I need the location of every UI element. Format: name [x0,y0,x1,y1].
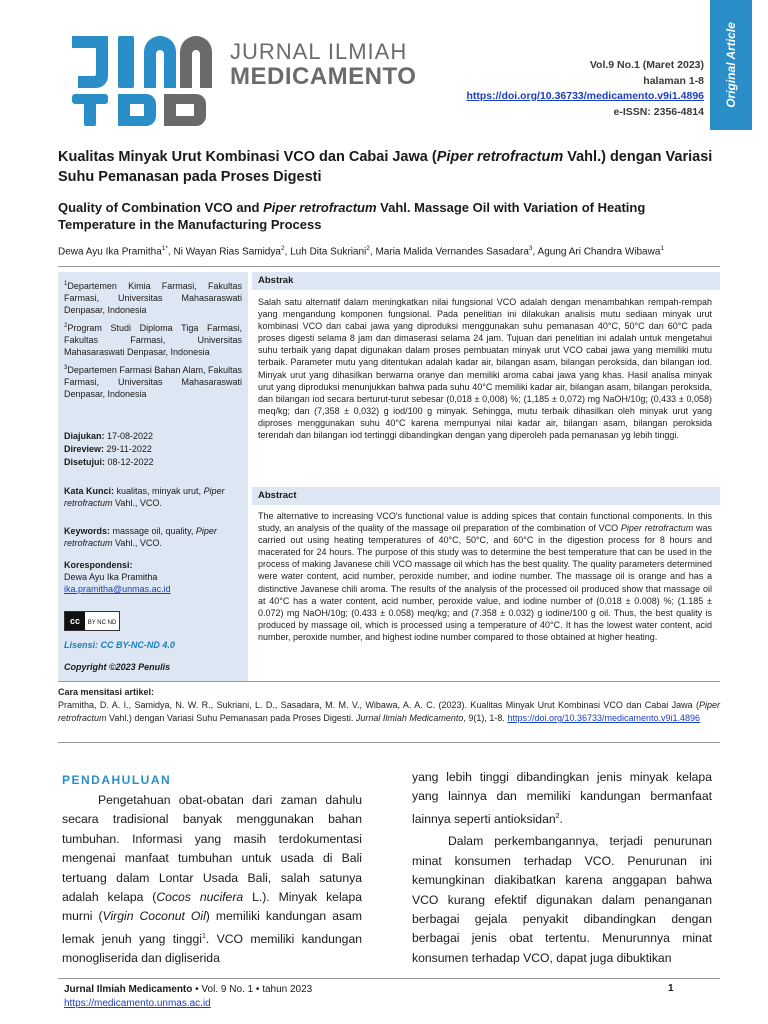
body-paragraph [62,791,362,969]
reviewed-label: Direview: [64,444,105,454]
kw-id-label: Kata Kunci: [64,486,115,496]
affiliation [64,320,242,358]
footer-issue: • Vol. 9 No. 1 • tahun 2023 [192,984,313,995]
author-name: Dewa Ayu Ika Pramitha [58,246,162,258]
license-text: Lisensi: CC BY-NC-ND 4.0 [64,640,175,650]
title-id-part-a: Kualitas Minyak Urut Kombinasi VCO dan Cabai Jawa ( [58,149,437,165]
footer-journal: Jurnal Ilmiah Medicamento [64,984,193,995]
page-range: halaman 1-8 [643,74,704,87]
submitted-value: 17-08-2022 [104,431,154,441]
reference-mark: 2 [555,812,560,820]
citation-species: Piper retrofractum [58,700,720,723]
citation-label: Cara mensitasi artikel: [58,687,155,697]
kw-id-part-b: Vahl., VCO. [112,498,162,508]
copyright-text: Copyright ©2023 Penulis [64,662,171,672]
article-type-tab [710,0,752,130]
author-name: Ni Wayan Rias Samidya [173,246,281,258]
p1-part-a: Pengetahuan obat-obatan dari zaman dahulu secara tradisional banyak menggunakan bahan tumbuhan. Informasi yang masih terdokumentasi mengenai manfaat tumbuhan untuk usada di Bali tertuang dalam Lontar Usada Bali, salah satunya adalah kelapa ( [62,793,362,905]
affiliation-mark: 1 [64,281,68,287]
affiliation [64,362,242,400]
title-id-species: Piper retrofractum [436,149,564,165]
kw-en-species: Piper retrofractum [64,526,217,548]
title-en-part-b: Vahl. Massage Oil with Variation of Heating Temperature in the Manufacturing Process [58,200,646,232]
reference-mark: 1 [201,932,206,940]
accepted-date [64,456,242,469]
submitted-date [64,430,242,443]
body-paragraph-continued [412,768,712,829]
doi-link[interactable]: https://doi.org/10.36733/medicamento.v9i1.4896 [466,90,704,102]
affiliation-text: Program Studi Diploma Tiga Farmasi, Fakultas Farmasi, Universitas Mahasaraswati Denpasar, Indonesia [64,323,242,357]
author-affiliation-mark: 2 [280,245,285,252]
kw-en-label: Keywords: [64,526,111,536]
p1-continued: yang lebih tinggi dibandingkan jenis minyak kelapa yang lainnya dan memiliki kandungan bermanfaat lainnya seperti antioksidan [412,770,712,826]
title-en-part-a: Quality of Combination VCO and [58,200,264,215]
section-heading: PENDAHULUAN [62,773,172,787]
divider [58,681,720,682]
cc-badge-main: cc [65,612,85,630]
eissn: e-ISSN: 2356-4814 [613,105,704,118]
footer-divider [58,978,720,979]
author-name: Luh Dita Sukriani [290,246,367,258]
footer-url-link[interactable]: https://medicamento.unmas.ac.id [64,998,211,1009]
divider [58,742,720,743]
cc-badge-sub: BY NC ND [87,620,117,626]
keywords-indonesian [64,485,242,509]
p1-part-c: ) memiliki kandungan asam lemak jenuh yang tinggi [62,909,363,946]
p1-part-b: L.). Minyak kelapa murni ( [62,890,363,924]
author-affiliation-mark: 2 [366,245,370,252]
body-column-left [62,791,362,969]
title-english [58,199,718,233]
kw-en-part-b: Vahl., VCO. [112,538,162,548]
journal-name-line2: MEDICAMENTO [230,63,417,90]
author-affiliation-mark: 1 [660,245,665,252]
affiliation-text: Departemen Kimia Farmasi, Fakultas Farmasi, Universitas Mahasaraswati Denpasar, Indonesia [64,281,242,315]
divider [58,266,720,267]
citation-text [58,699,720,725]
author-list: Dewa Ayu Ika Pramitha$^{1*}$, Ni Wayan Rias Samidya$^2$, Luh Dita Sukriani$^2$, Maria Malida Vernandes Sasadara$^3$, Agung Ari Chandra Wibawa$^1$ [58,245,665,258]
citation-part-a: Pramitha, D. A. I., Samidya, N. W. R., Sukriani, L. D., Sasadara, M. M. V., Wibawa, A. A. C. (2023). Kualitas Minyak Urut Kombinasi VCO dan Cabai Jawa ( [58,700,699,710]
article-dates [64,430,242,469]
journal-name-line1: JURNAL ILMIAH [230,39,408,64]
citation-part-b: Vahl.) dengan Variasi Suhu Pemanasan pada Proses Digesti. [106,713,356,723]
author-name: Agung Ari Chandra Wibawa [537,246,661,258]
affiliation-text: Departemen Farmasi Bahan Alam, Fakultas Farmasi, Universitas Mahasaraswati Denpasar, Indonesia [64,365,242,399]
cc-license-icon[interactable] [64,611,120,631]
affiliation [64,278,242,316]
volume-info: Vol.9 No.1 (Maret 2023) [589,59,704,71]
corr-email-link[interactable]: ika.pramitha@unmas.ac.id [64,584,171,594]
author-affiliation-mark: 3 [528,245,533,252]
p1-vco-term: Virgin Coconut Oil [102,909,206,924]
citation-journal: Jurnal Ilmiah Medicamento [355,713,464,723]
body-paragraph: Dalam perkembangannya, terjadi penurunan minat konsumen terhadap VCO. Penurunan ini kemungkinan diakibatkan karena anggapan bahwa VCO kurang efektif digunakan dalam penanganan berbagai gejala penyakit dibandingkan dengan berbagai jenis obat tertentu. Menurunnya minat konsumen terhadap VCO, dapat juga dibuktikan [412,834,712,965]
author-name: Maria Malida Vernandes Sasadara [375,246,529,258]
kw-id-species: Piper retrofractum [64,486,225,508]
accepted-value: 08-12-2022 [105,457,154,467]
citation-part-c: , 9(1), 1-8. [463,713,505,723]
page-footer [64,983,312,1011]
journal-name [230,40,416,90]
accepted-label: Disetujui: [64,457,106,467]
citation-doi-link[interactable]: https://doi.org/10.36733/medicamento.v9i1.4896 [507,713,701,723]
title-en-species: Piper retrofractum [263,200,377,215]
corr-label: Korespondensi: [64,560,133,570]
reviewed-value: 29-11-2022 [104,444,152,454]
p1-part-d: . VCO memiliki kandungan monogliserida dan digliserida [62,931,362,966]
correspondence [64,559,242,595]
title-id-part-b: Vahl.) dengan Variasi Suhu Pemanasan pada Proses Digesti [58,149,713,185]
kw-en-part-a: massage oil, quality, [110,526,196,536]
keywords-english [64,525,242,549]
abstract-part-a: The alternative to increasing VCO's functional value is adding spices that contain functional components. In this study, an analysis of the quality of the massage oil preparation of the combination of VCO [258,511,712,534]
title-indonesian [58,147,718,187]
article-meta [466,58,704,120]
p1-continued-end: . [559,811,563,826]
p1-species: Cocos nucifera [156,890,244,905]
affiliation-mark: 3 [64,365,68,371]
corr-name: Dewa Ayu Ika Pramitha [64,572,158,582]
journal-logo [68,30,226,130]
affiliation-mark: 2 [64,323,68,329]
reviewed-date [64,443,242,456]
abstrak-heading: Abstrak [252,272,720,290]
kw-id-part-a: kualitas, minyak urut, [114,486,204,496]
abstract-species: Piper retrofractum [620,523,694,534]
submitted-label: Diajukan: [64,431,105,441]
abstract-heading: Abstract [252,487,720,505]
citation-block [58,686,720,725]
abstract-text [258,510,712,643]
author-affiliation-mark: 1* [161,245,168,252]
article-info-panel [58,272,248,682]
article-type-label: Original Article [724,22,739,108]
abstrak-text: Salah satu alternatif dalam meningkatkan nilai fungsional VCO adalah dengan menambahkan rempah-rempah yang mengandung komponen fungsional. Pada penelitian ini dilakukan analisis mutu sediaan minyak urut kombinasi VCO dan cabai jawa yang diproduksi menggunakan suhu pemanasan 40°C, 50°C dan 60°C pada proses digesti selama 8 jam dan dimaserasi selama 24 jam. Tujuan dari penelitian ini adalah untuk mengetahui suhu terbaik yang dapat digunakan dalam proses pembuatan minyak urut VCO cabai jawa yang memiliki mutu terbaik. Parameter mutu yang ditentukan adalah kadar air, bilangan asam, bilangan peroksida, dan bilangan iod. Minyak urut yang dihasilkan berwarna oranye dan memiliki aroma cabai jawa yang khas. Hasil analisa minyak urut yang diproduksi menunjukkan bahwa pada suhu 40°C memiliki kadar air, bilangan asam, bilangan peroksida, dan bilangan iod secara berturut-turut sebesar (0,018 ± 0,008) %; (1,185 ± 0,072) mg NaOH/10g; (0,433 ± 0,058) meq/kg; dan (7,358 ± 0,032) g iod/100 g minyak. Sehingga, mutu terbaik dihasilkan oleh minyak urut yang diproses menggunakan suhu 40°C karena mempunyai nilai kadar air, bilangan asam, bilangan peroksida terendah dan bilangan iod tertinggi dibandingkan dengan yang diperoleh pada pemanasan yg lebih tinggi. [258,297,712,441]
page-number: 1 [668,983,674,994]
body-column-right [412,768,712,968]
abstract-part-b: was carried out using heating temperatures of 40°C, 50°C, and 60°C in the digestion process for 8 hours and macerated for 24 hours. The purpose of this study was to determine the best temperature that can be used in the process of making Javanese chili VCO massage oil which has the best quality. The quality parameters determined were water content, acid number, peroxide number, and iodine number. The massage oil is orange and has a distinctive Javanese chili aroma. The results of the analysis of the processed oil produced show that massage oil at 40°C has a water content, acid number, peroxide value, and iodine number of (0.018 ± 0.008) %; (1.185 ± 0.072) mg NaOH/10g; (0.433 ± 0.058) meq/kg; and (7.358 ± 0.032) g iodine/100 g oil. Thus, the best quality is produced by massage oil, which is processed using a temperature of 40°C. It has the lowest water content, acid number, peroxide number, and highest iodine number compared to those obtained at higher heating. [258,523,712,642]
